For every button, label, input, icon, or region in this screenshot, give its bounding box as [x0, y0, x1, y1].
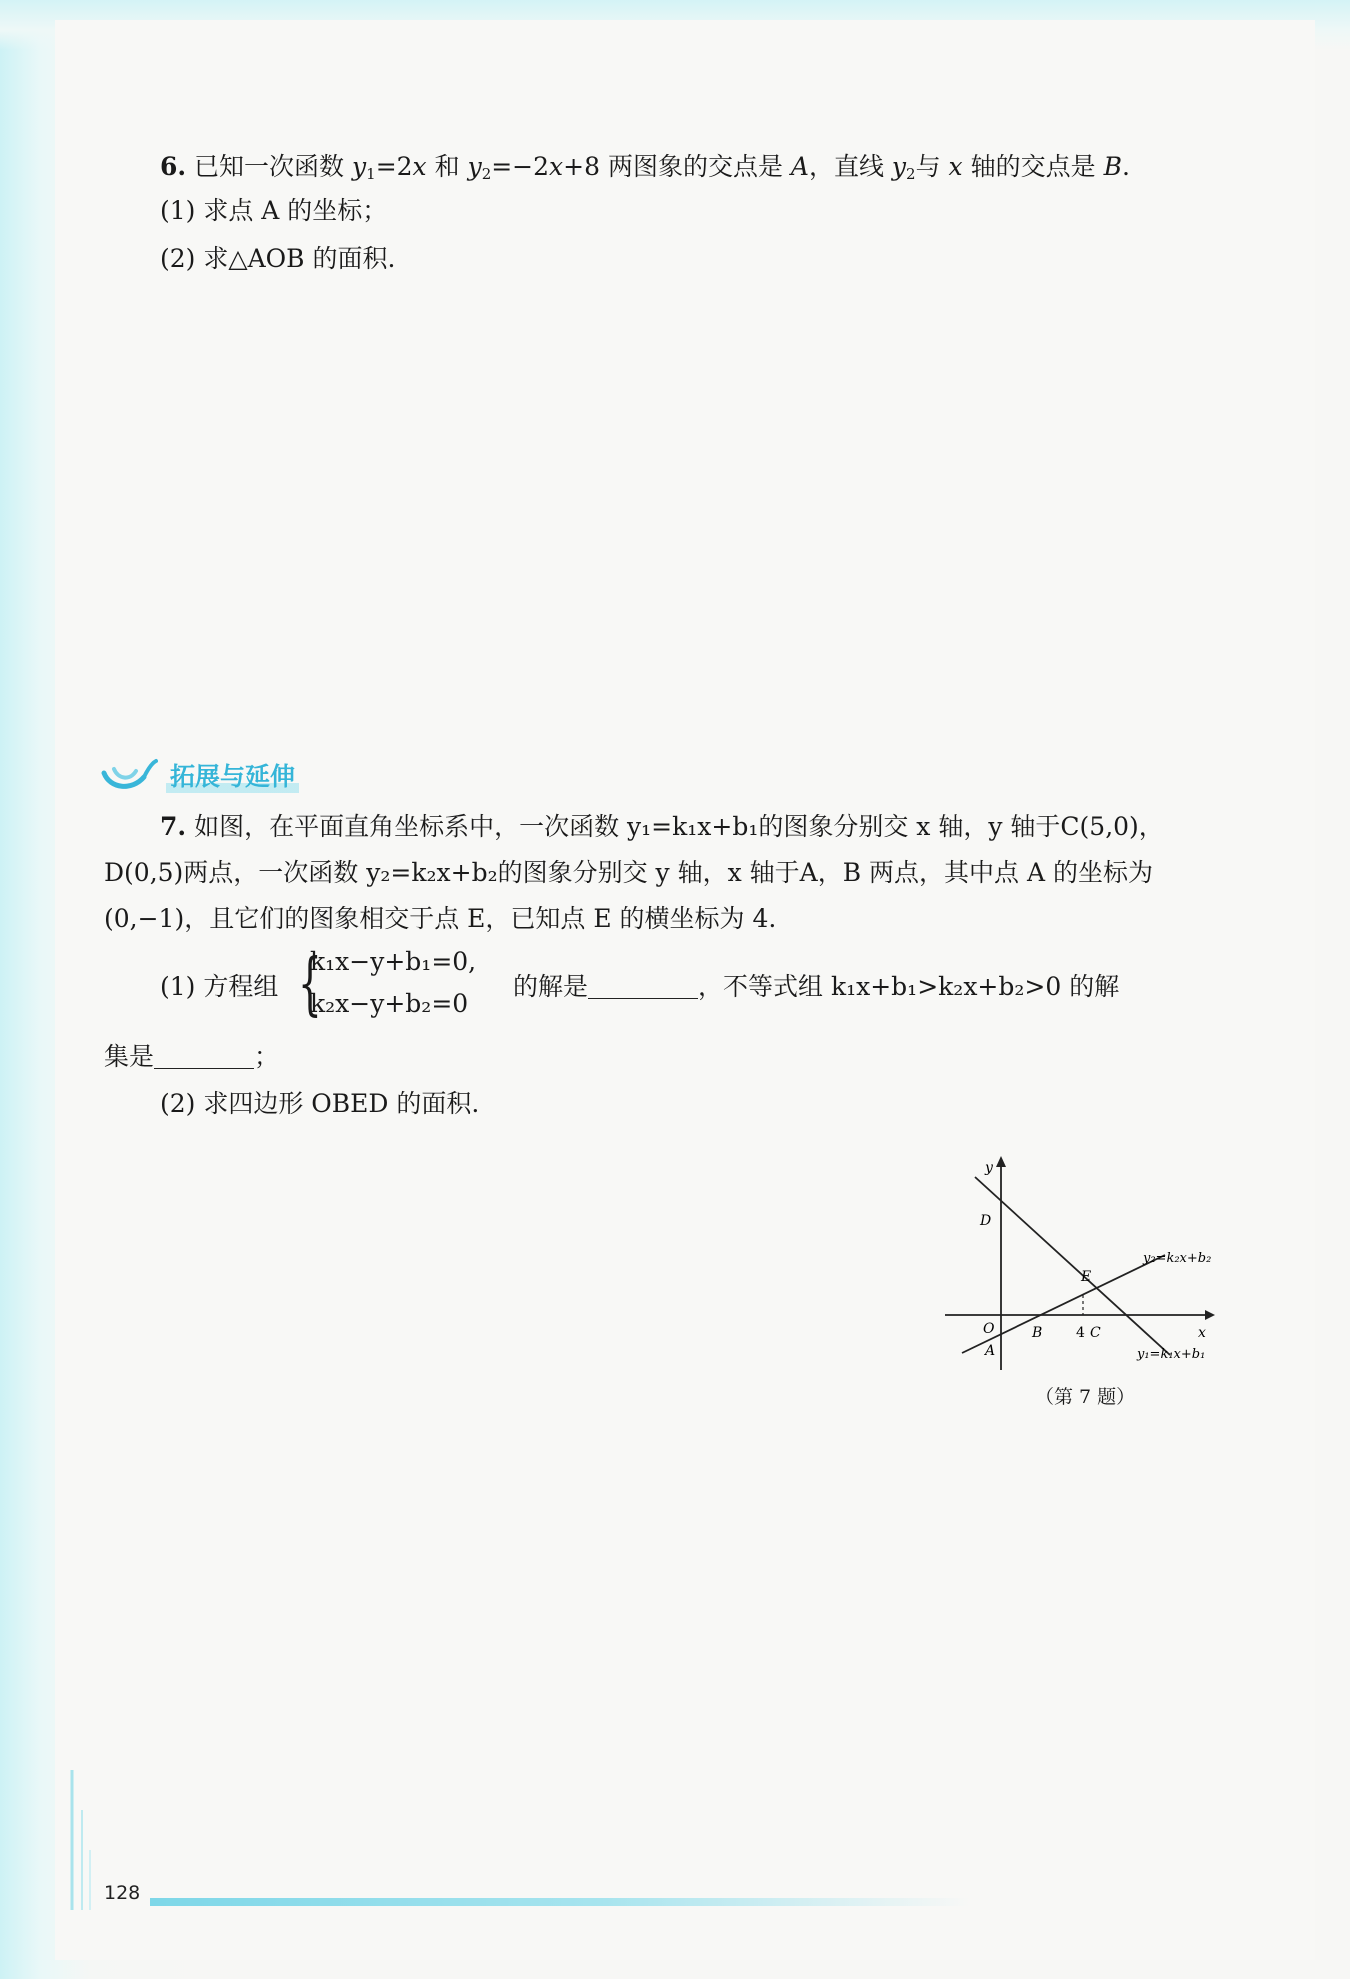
- problem-7-q1-text: 的解是 ，不等式组 k₁x+b₁>k₂x+b₂>0 的解: [513, 972, 1120, 1001]
- system-equation-1: k₁x−y+b₁=0,: [310, 947, 477, 976]
- y-axis-arrow-icon: [996, 1156, 1006, 1167]
- wave-logo-icon: [100, 755, 158, 795]
- system-equation-2: k₂x−y+b₂=0: [310, 989, 469, 1018]
- line-y2: [962, 1255, 1165, 1353]
- problem-7-q1-prefix: (1) 方程组: [160, 972, 279, 1001]
- page-number: 128: [104, 1882, 141, 1904]
- problem-7-line1: 7. 如图，在平面直角坐标系中，一次函数 y₁=k₁x+b₁的图象分别交 x 轴，y 轴于C(5,0)，: [160, 812, 1164, 841]
- label-x: x: [1198, 1325, 1206, 1341]
- problem-7-line3: (0,−1)，且它们的图象相交于点 E，已知点 E 的横坐标为 4.: [104, 904, 777, 933]
- figure-caption: （第 7 题）: [1035, 1386, 1136, 1408]
- section-title: 拓展与延伸: [166, 757, 299, 793]
- problem-6-q2: (2) 求△AOB 的面积.: [160, 244, 396, 273]
- problem-7-q1-cont: 集是 ；: [104, 1042, 280, 1071]
- coordinate-figure: [940, 1155, 1240, 1380]
- label-B: B: [1032, 1325, 1043, 1341]
- label-D: D: [980, 1213, 992, 1229]
- problem-6-q1: (1) 求点 A 的坐标；: [160, 196, 388, 225]
- answer-blank-1[interactable]: [588, 972, 698, 999]
- label-y: y: [985, 1160, 993, 1176]
- section-heading: [100, 753, 299, 797]
- left-brace-icon: {: [298, 945, 322, 1024]
- footer-rule: [150, 1898, 970, 1906]
- label-4: 4: [1076, 1325, 1085, 1341]
- problem-7-line2: D(0,5)两点，一次函数 y₂=k₂x+b₂的图象分别交 y 轴，x 轴于A，B 两点，其中点 A 的坐标为: [104, 858, 1153, 887]
- problem-7-q2: (2) 求四边形 OBED 的面积.: [160, 1089, 480, 1118]
- label-E: E: [1081, 1269, 1092, 1285]
- label-line-y2: y₂=k₂x+b₂: [1143, 1251, 1212, 1266]
- margin-decoration: [68, 1770, 98, 1910]
- answer-blank-2[interactable]: [154, 1042, 254, 1069]
- problem-6-stem: 6. 已知一次函数 $y_1=2x$ 和 $y_2=-2x+8$ 两图象的交点是 A，直线 $y_2$与 x 轴的交点是 B.: [160, 152, 1130, 183]
- x-axis-arrow-icon: [1205, 1310, 1215, 1320]
- label-line-y1: y₁=k₁x+b₁: [1137, 1347, 1206, 1362]
- problem-7-number: 7.: [160, 812, 187, 841]
- label-A: A: [985, 1343, 996, 1359]
- label-C: C: [1090, 1325, 1101, 1341]
- problem-6-number: 6.: [160, 152, 187, 181]
- label-O: O: [983, 1321, 995, 1337]
